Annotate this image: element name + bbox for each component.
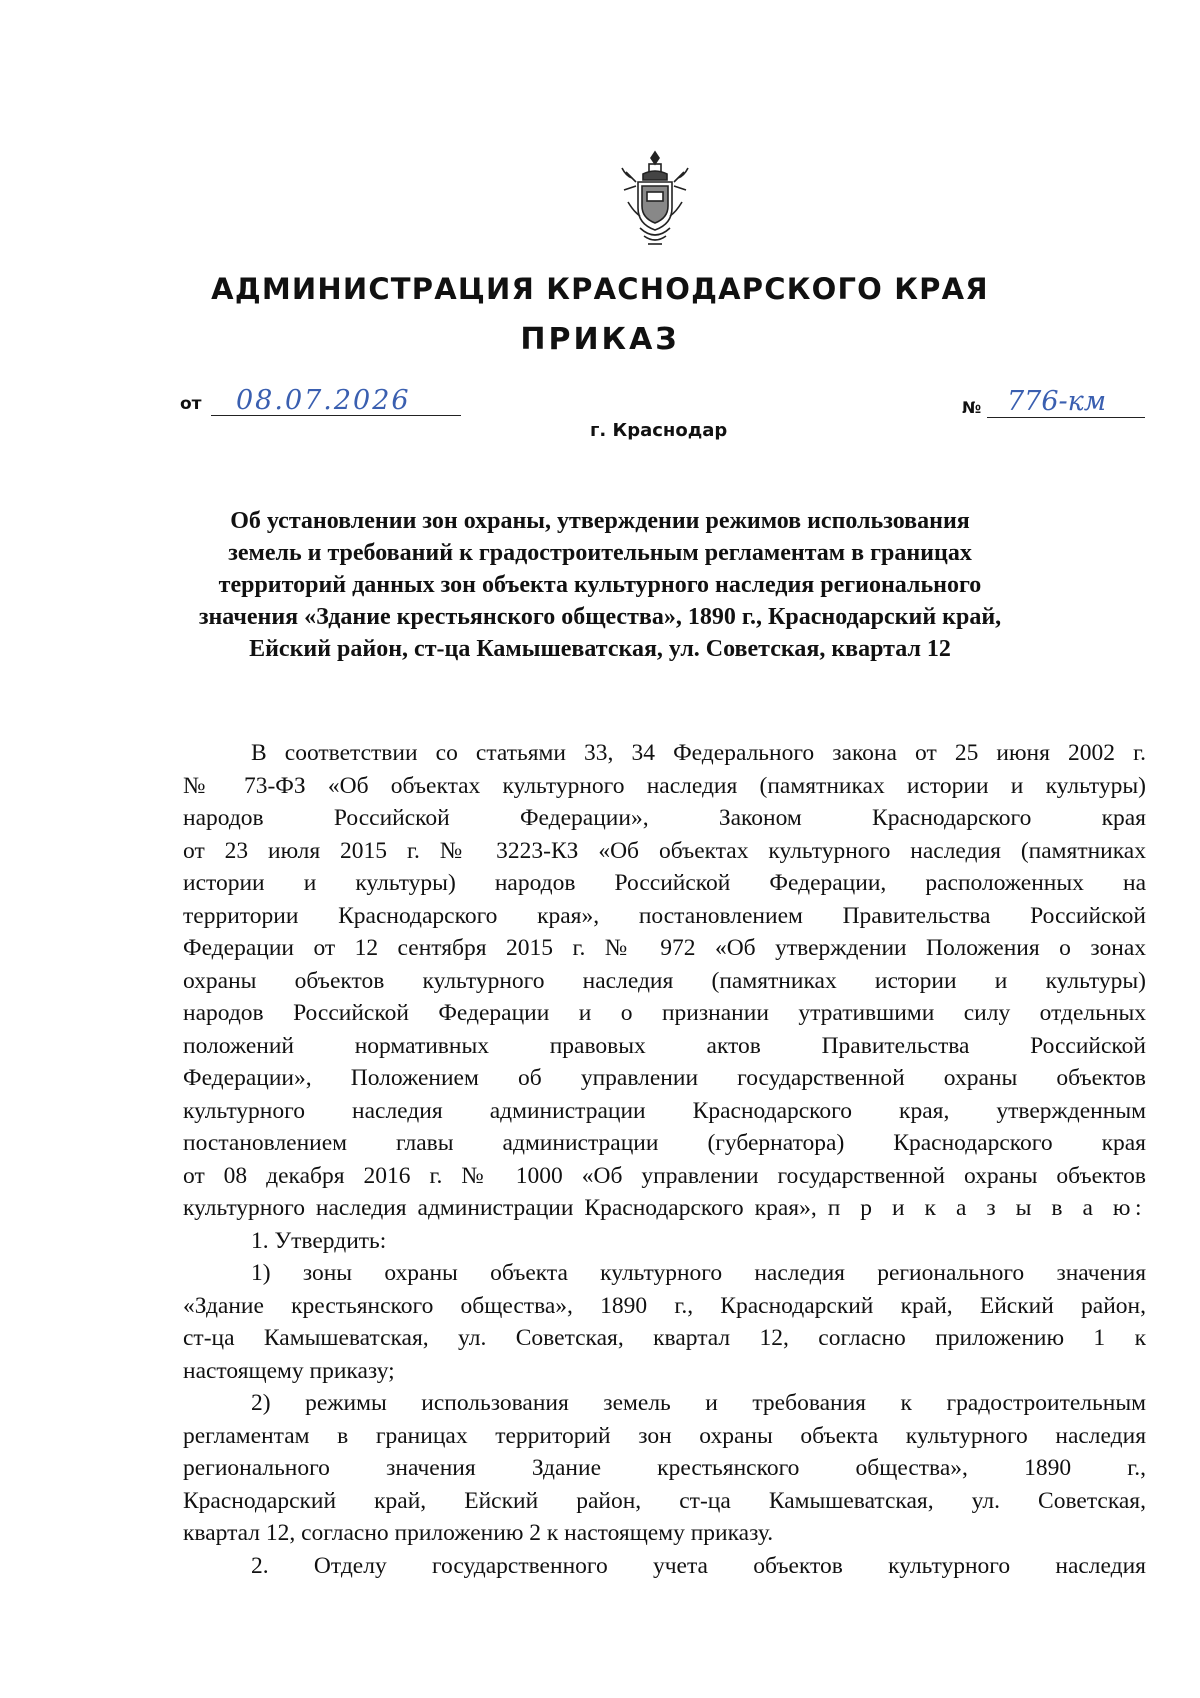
body-line: положений нормативных правовых актов Правительства Российской (183, 1032, 1146, 1059)
body-line: постановлением главы администрации (губернатора) Краснодарского края (183, 1130, 1146, 1156)
body-line: регламентам в границах территорий зон охраны объекта культурного наследия (183, 1422, 1146, 1449)
body-line: истории и культуры) народов Российской Федерации, расположенных на (183, 870, 1146, 896)
subject-line: значения «Здание крестьянского общества», 1890 г., Краснодарский край, (198, 604, 1002, 630)
order-subject (150, 505, 1050, 665)
body-line-with-order-word (183, 1192, 1146, 1225)
clause-1: 1. Утвердить: (251, 1227, 387, 1254)
clause-1-2: 2) режимы использования земель и требования к градостроительным (251, 1390, 1146, 1416)
document-type: ПРИКАЗ (520, 322, 680, 357)
number-handwritten: 776-км (1007, 386, 1107, 417)
date-label: от (180, 394, 202, 414)
order-body (183, 737, 1146, 1582)
subject-line: территорий данных зон объекта культурного наследия регионального (218, 572, 982, 598)
body-line: № 73-ФЗ «Об объектах культурного наследия (памятниках истории и культуры) (183, 772, 1146, 799)
body-line: настоящему приказу; (183, 1357, 395, 1384)
body-line: Федерации от 12 сентября 2015 г. № 972 «Об утверждении Положения о зонах (183, 935, 1146, 961)
date-handwritten: 08.07.2026 (236, 385, 411, 416)
body-line: «Здание крестьянского общества», 1890 г., Краснодарский край, Ейский район, (183, 1292, 1146, 1319)
subject-line: Ейский район, ст-ца Камышеватская, ул. Советская, квартал 12 (249, 636, 951, 662)
number-underline (987, 417, 1145, 418)
order-word: п р и к а з ы в а ю: (827, 1195, 1146, 1221)
body-line: В соответствии со статьями 33, 34 Федерального закона от 25 июня 2002 г. (251, 740, 1146, 766)
body-line: от 08 декабря 2016 г. № 1000 «Об управлении государственной охраны объектов (183, 1162, 1146, 1189)
organization-title: АДМИНИСТРАЦИЯ КРАСНОДАРСКОГО КРАЯ (211, 272, 989, 306)
body-line: Краснодарский край, Ейский район, ст-ца Камышеватская, ул. Советская, (183, 1487, 1146, 1514)
body-line: регионального значения Здание крестьянского общества», 1890 г., (183, 1455, 1146, 1481)
body-line: культурного наследия администрации Краснодарского края, утвержденным (183, 1097, 1146, 1124)
subject-line: Об установлении зон охраны, утверждении режимов использования (230, 508, 970, 534)
body-line: квартал 12, согласно приложению 2 к настоящему приказу. (183, 1520, 774, 1546)
body-line: Федерации», Положением об управлении государственной охраны объектов (183, 1065, 1146, 1091)
body-line: ст-ца Камышеватская, ул. Советская, квартал 12, согласно приложению 1 к (183, 1325, 1146, 1351)
body-line-text: культурного наследия администрации Краснодарского края», (183, 1195, 817, 1221)
subject-line: земель и требований к градостроительным регламентам в границах (228, 540, 972, 566)
clause-1-1: 1) зоны охраны объекта культурного наследия регионального значения (251, 1260, 1146, 1286)
clause-2: 2. Отделу государственного учета объектов культурного наследия (251, 1552, 1146, 1579)
body-line: народов Российской Федерации», Законом Краснодарского края (183, 805, 1146, 831)
body-line: охраны объектов культурного наследия (памятниках истории и культуры) (183, 967, 1146, 994)
city-line: г. Краснодар (590, 420, 728, 441)
body-line: территории Краснодарского края», постановлением Правительства Российской (183, 902, 1146, 929)
coat-of-arms-icon (618, 150, 692, 248)
body-line: народов Российской Федерации и о признании утратившими силу отдельных (183, 1000, 1146, 1026)
body-line: от 23 июля 2015 г. № 3223-КЗ «Об объектах культурного наследия (памятниках (183, 837, 1146, 864)
number-label: № (962, 398, 982, 417)
